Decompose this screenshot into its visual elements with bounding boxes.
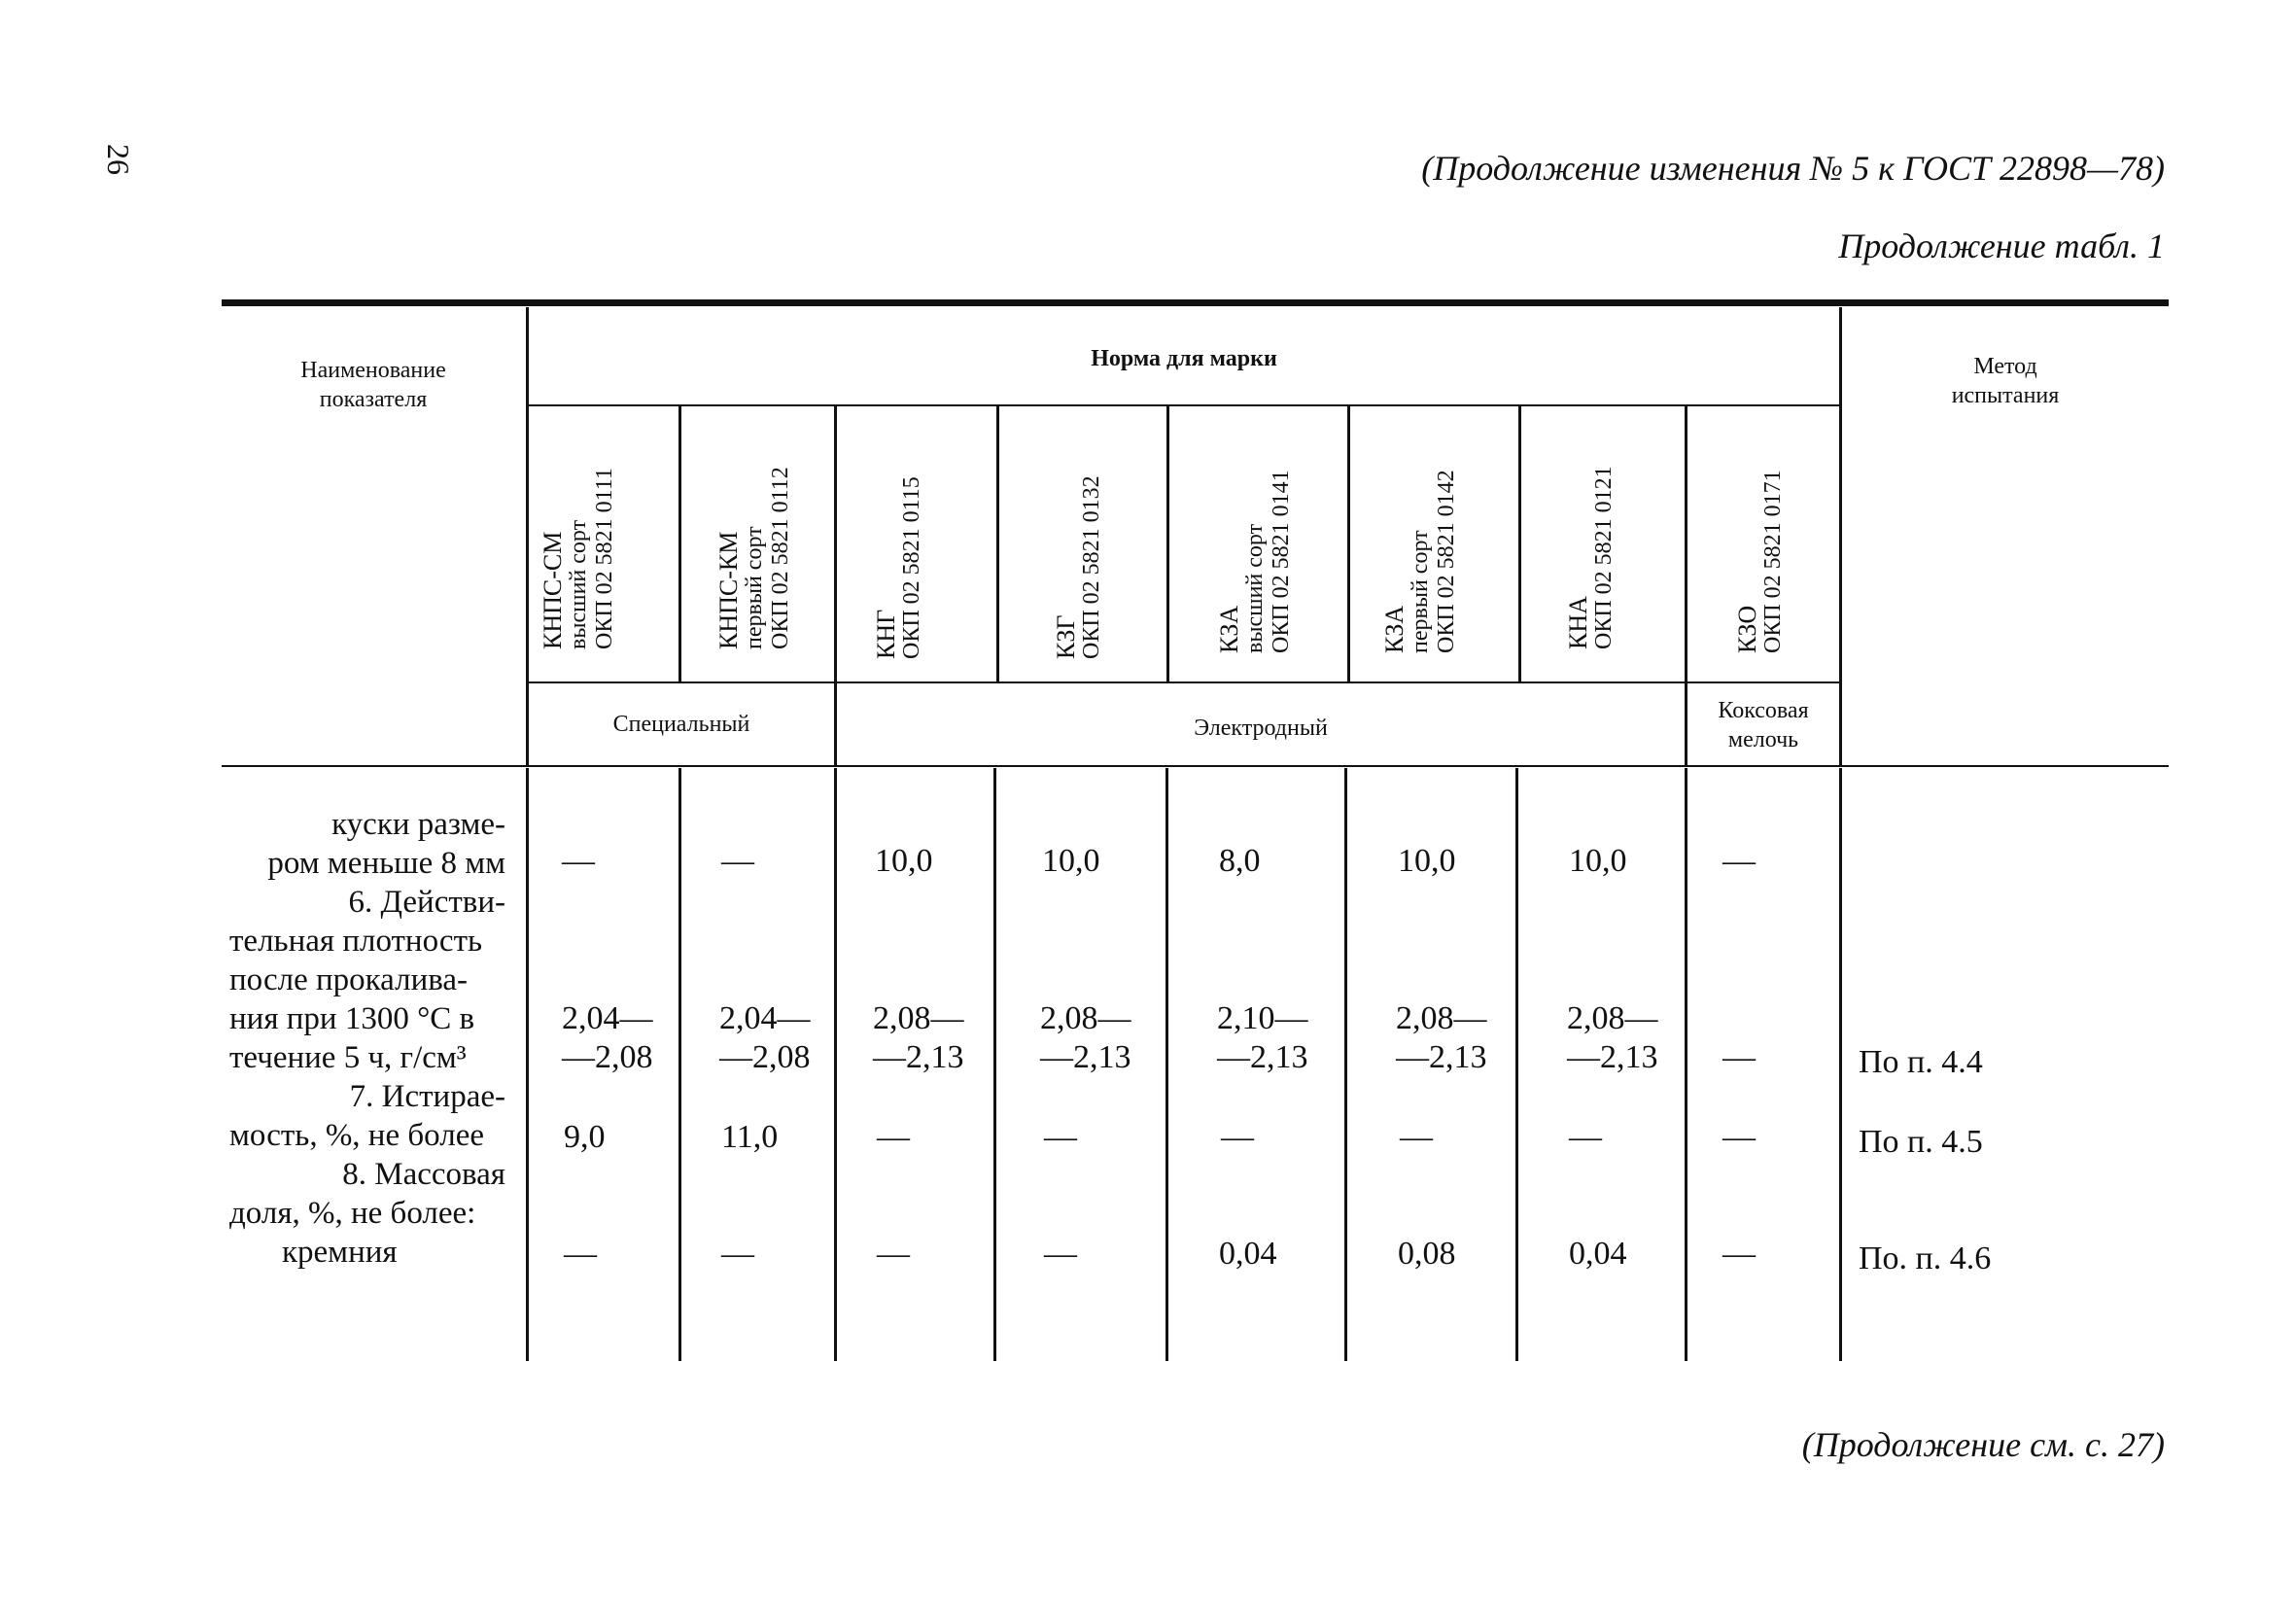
cell-value: — [1722,1236,1756,1272]
grade-okp: ОКП 02 5821 0111 [592,468,617,649]
col-divider [678,405,681,682]
row-label-line: тельная плотность [229,924,483,959]
cell-value-line: 2,04— [562,1000,653,1036]
row-label-silicon: кремния [282,1235,398,1270]
group-electrode: Электродный [1194,716,1328,741]
row-label-pieces [229,805,505,883]
page-number: 26 [101,144,136,175]
cell-value-line: 2,08— [1396,1000,1487,1036]
norm-header: Норма для марки [1091,346,1277,371]
grade-okp: ОКП 02 5821 0112 [768,467,793,649]
cell-value: 9,0 [564,1119,606,1155]
col-divider [678,768,681,1361]
col-divider [1344,768,1347,1361]
indicator-header-line: показателя [319,387,428,412]
cell-value [1217,999,1308,1077]
col-divider [526,768,529,1361]
grade-okp: ОКП 02 5821 0132 [1079,475,1104,659]
cell-value [873,999,964,1077]
cell-value-line: 2,10— [1217,1000,1308,1036]
group-coke-line: мелочь [1727,727,1799,752]
method-value: По п. 4.4 [1859,1044,1983,1080]
cell-value: 0,04 [1569,1236,1627,1272]
header-bottom-rule [222,765,2169,767]
grade-name: КЗГ [1052,614,1080,659]
grade-name: КНПС-КМ [714,531,743,649]
table-top-rule [222,299,2169,306]
grade-okp: ОКП 02 5821 0115 [899,476,924,659]
method-value: По п. 4.5 [1859,1124,1983,1160]
grade-header-knps-km [715,467,794,649]
cell-value-line: —2,13 [1567,1039,1658,1075]
grade-sort: первый сорт [742,526,767,649]
cell-value: — [721,843,754,879]
row-label-line: 7. Истирае- [349,1079,505,1114]
grade-okp: ОКП 02 5821 0142 [1434,470,1459,653]
indicator-header-line: Наименование [300,358,446,383]
grade-name: КНПС-СМ [539,531,567,649]
cell-value: 10,0 [1398,843,1456,879]
cell-value: — [877,1119,910,1155]
row-label-line: 6. Действи- [348,885,505,920]
cell-value: 10,0 [875,843,933,879]
continuation-note: (Продолжение изменения № 5 к ГОСТ 22898—78) [1421,149,2165,188]
cell-value: 10,0 [1569,843,1627,879]
cell-value-line: —2,13 [1396,1039,1487,1075]
row-label-line: течение 5 ч, г/см³ [229,1040,467,1075]
col-divider [1165,768,1168,1361]
grade-sort: высший сорт [566,519,591,649]
cell-value-line: 2,08— [1567,1000,1658,1036]
grade-name: КЗО [1733,605,1761,653]
row-label-abrasion [229,1077,505,1155]
cell-value: — [1400,1119,1433,1155]
method-value: По. п. 4.6 [1859,1240,1992,1276]
group-special: Специальный [612,712,750,737]
cell-value: 0,04 [1219,1236,1277,1272]
col-divider [1166,405,1169,682]
grade-sort: высший сорт [1242,523,1268,653]
cell-value [1040,999,1131,1077]
method-header-line: Метод [1973,354,2037,379]
cell-value: 8,0 [1219,843,1261,879]
cell-value: 0,08 [1398,1236,1456,1272]
cell-value-line: —2,08 [719,1039,811,1075]
grade-header-kna [1565,466,1618,649]
table-caption: Продолжение табл. 1 [1838,227,2165,265]
cell-value-line: 2,08— [1040,1000,1131,1036]
row-label-line: 8. Массовая [342,1157,505,1192]
col-divider [834,768,837,1361]
col-divider [996,405,999,682]
cell-value-line: 2,08— [873,1000,964,1036]
cell-value-line: —2,13 [873,1039,964,1075]
row-label-line: мость, %, не более [229,1118,484,1153]
cell-value [1396,999,1487,1077]
col-divider [1839,768,1842,1361]
cell-value-line: —2,13 [1217,1039,1308,1075]
col-divider [526,307,529,766]
grade-name: КНГ [872,609,900,659]
cell-value: — [562,843,595,879]
cell-value: 10,0 [1042,843,1100,879]
cell-value: — [1569,1119,1602,1155]
grade-name: КЗА [1380,605,1409,653]
col-divider [834,405,837,766]
row-label-density [229,883,505,1077]
cell-value: — [1044,1119,1077,1155]
cell-value [1567,999,1658,1077]
footer-continuation: (Продолжение см. с. 27) [1801,1425,2165,1464]
row-label-line: ром меньше 8 мм [267,846,505,881]
col-divider [1518,405,1521,682]
cell-value: — [1044,1236,1077,1272]
grade-header-kzo [1734,470,1787,653]
method-header-line: испытания [1951,383,2060,408]
cell-value: — [564,1236,597,1272]
cell-value-line: —2,13 [1040,1039,1131,1075]
cell-value-line: 2,04— [719,1000,811,1036]
grade-okp: ОКП 02 5821 0121 [1591,466,1617,649]
col-divider [1347,405,1350,682]
group-coke-line: Коксовая [1718,698,1809,723]
cell-value-line: —2,08 [562,1039,653,1075]
grade-header-kza-higher [1216,470,1295,653]
grade-header-rule [527,681,1841,683]
grade-header-kzg [1053,475,1105,659]
grade-name: КЗА [1215,605,1243,653]
cell-value [562,999,653,1077]
cell-value: — [877,1236,910,1272]
grade-sort: первый сорт [1408,530,1433,653]
grade-okp: ОКП 02 5821 0141 [1269,470,1294,653]
cell-value: — [1221,1119,1254,1155]
row-label-line: доля, %, не более: [229,1196,476,1231]
method-header [1842,352,2169,410]
cell-value: — [1722,1119,1756,1155]
row-label-line: после прокалива- [229,962,469,997]
cell-value: — [1722,843,1756,879]
col-divider [1685,768,1687,1361]
indicator-header [222,356,525,414]
group-coke-fines [1687,696,1839,754]
grade-okp: ОКП 02 5821 0171 [1760,470,1786,653]
cell-value [719,999,811,1077]
grade-header-knps-sm [539,468,618,649]
row-label-mass-fraction [229,1155,505,1233]
cell-value: — [1722,1039,1756,1075]
row-label-line: куски разме- [331,807,505,842]
grade-header-kza-first [1381,470,1460,653]
col-divider [1515,768,1518,1361]
norm-header-rule [527,404,1841,406]
row-label-line: ния при 1300 °С в [229,1001,475,1036]
grade-name: КНА [1564,596,1592,649]
col-divider [993,768,996,1361]
cell-value: — [721,1236,754,1272]
cell-value: 11,0 [721,1119,779,1155]
grade-header-kng [873,476,925,659]
